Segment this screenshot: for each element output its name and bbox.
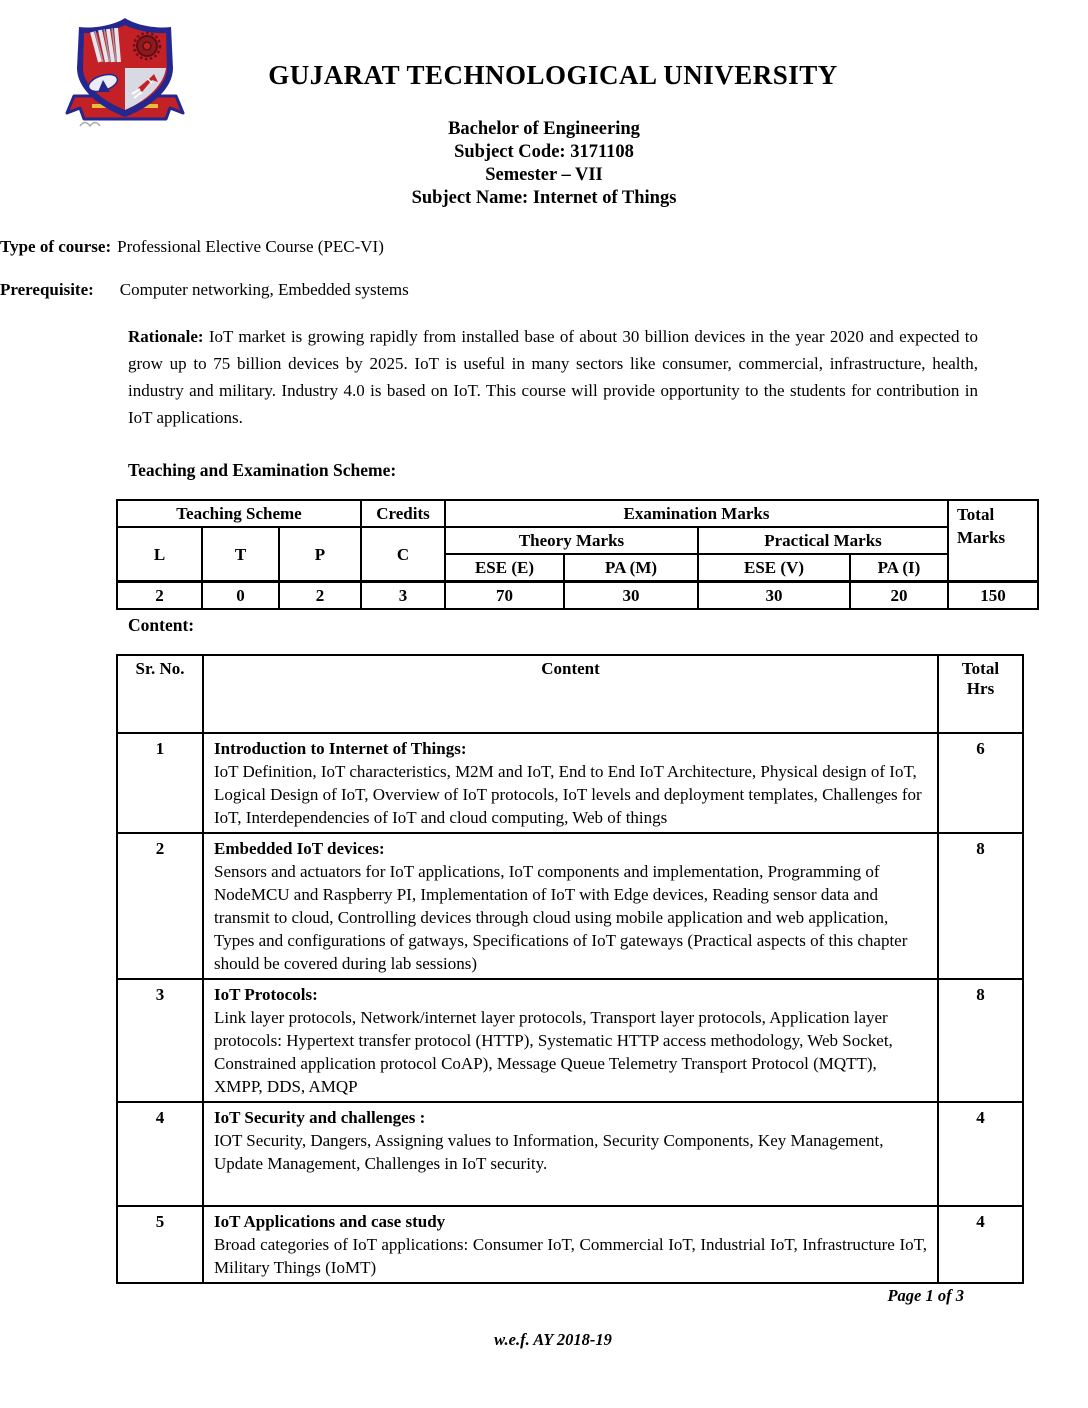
row-title: Embedded IoT devices: xyxy=(214,838,385,858)
scheme-header-practical-marks: Practical Marks xyxy=(698,527,948,554)
scheme-value-t: 0 xyxy=(202,582,279,610)
row-content-cell xyxy=(203,733,938,833)
prerequisite-line xyxy=(0,280,1088,300)
row-body: IOT Security, Dangers, Assigning values to Information, Security Components, Key Management, Update Management, Challenges in IoT security. xyxy=(214,1130,884,1173)
row-content-cell xyxy=(203,833,938,979)
scheme-values-row xyxy=(117,582,1038,610)
type-of-course-label: Type of course: xyxy=(0,237,112,256)
rationale-paragraph xyxy=(128,323,978,431)
scheme-value-pa-m: 30 xyxy=(564,582,698,610)
gtu-logo xyxy=(62,16,188,140)
content-section-label: Content: xyxy=(128,615,195,635)
prerequisite-label: Prerequisite: xyxy=(0,280,94,299)
content-row-2 xyxy=(117,833,1023,979)
row-content-cell xyxy=(203,979,938,1102)
content-header-total-hrs xyxy=(938,655,1023,733)
row-sr-no: 4 xyxy=(117,1102,203,1206)
row-sr-no: 5 xyxy=(117,1206,203,1283)
row-hours: 4 xyxy=(938,1102,1023,1206)
row-title: IoT Applications and case study xyxy=(214,1211,446,1231)
content-row-4 xyxy=(117,1102,1023,1206)
scheme-value-pa-i: 20 xyxy=(850,582,948,610)
rationale-value: IoT market is growing rapidly from installed base of about 30 billion devices in the year 2020 and expected to grow up to 75 billion devices by 2025. IoT is useful in many sectors like consumer, commercial, infrastructure, health, industry and military. Industry 4.0 is based on IoT. This course will provide opportunity to the students for contribution in IoT applications. xyxy=(128,327,979,427)
row-title: IoT Protocols: xyxy=(214,984,318,1004)
scheme-header-pa-m: PA (M) xyxy=(564,554,698,582)
university-title: GUJARAT TECHNOLOGICAL UNIVERSITY xyxy=(268,60,838,90)
row-body: IoT Definition, IoT characteristics, M2M and IoT, End to End IoT Architecture, Physical design of IoT, Logical Design of IoT, Overview of IoT protocols, IoT levels and deployment templates, Challenges for IoT, Interdependencies of IoT and cloud computing, Web of things xyxy=(214,761,922,827)
scheme-header-c: C xyxy=(361,527,445,582)
row-hours: 8 xyxy=(938,833,1023,979)
scheme-value-ese-e: 70 xyxy=(445,582,564,610)
row-title: IoT Security and challenges : xyxy=(214,1107,426,1127)
scheme-value-c: 3 xyxy=(361,582,445,610)
scheme-header-exam-marks: Examination Marks xyxy=(445,500,948,527)
row-sr-no: 3 xyxy=(117,979,203,1102)
page-number: Page 1 of 3 xyxy=(887,1285,964,1305)
content-row-3 xyxy=(117,979,1023,1102)
scheme-value-total: 150 xyxy=(948,582,1038,610)
scheme-header-t: T xyxy=(202,527,279,582)
degree-line: Bachelor of Engineering xyxy=(448,119,640,139)
scheme-heading: Teaching and Examination Scheme: xyxy=(128,460,397,480)
subject-code-line: Subject Code: 3171108 xyxy=(454,142,634,162)
row-title: Introduction to Internet of Things: xyxy=(214,738,467,758)
scheme-header-ese-v: ESE (V) xyxy=(698,554,850,582)
row-content-cell xyxy=(203,1206,938,1283)
type-of-course-value: Professional Elective Course (PEC-VI) xyxy=(117,237,384,256)
scheme-header-ese-e: ESE (E) xyxy=(445,554,564,582)
scheme-header-credits: Credits xyxy=(361,500,445,527)
content-header-hrs: Hrs xyxy=(966,678,995,698)
semester-line: Semester – VII xyxy=(485,165,603,185)
content-table xyxy=(116,654,1024,1284)
scheme-value-l: 2 xyxy=(117,582,202,610)
effective-date: w.e.f. AY 2018-19 xyxy=(494,1329,612,1349)
scheme-table xyxy=(116,499,1039,610)
content-table-header-row xyxy=(117,655,1023,733)
row-body: Sensors and actuators for IoT applications, IoT components and implementation, Programming of NodeMCU and Raspberry PI, Implementation of IoT with Edge devices, Reading sensor data and transmit to cloud, Controlling devices through cloud using mobile application and web application, Types and configurations of gatways, Specifications of IoT gateways (Practical aspects of this chapter should be covered during lab sessions) xyxy=(214,861,908,973)
content-row-5 xyxy=(117,1206,1023,1283)
scheme-value-p: 2 xyxy=(279,582,361,610)
scheme-header-p: P xyxy=(279,527,361,582)
scheme-value-ese-v: 30 xyxy=(698,582,850,610)
row-content-cell xyxy=(203,1102,938,1206)
prerequisite-value: Computer networking, Embedded systems xyxy=(119,280,409,299)
row-hours: 8 xyxy=(938,979,1023,1102)
row-body: Link layer protocols, Network/internet layer protocols, Transport layer protocols, Application layer protocols: Hypertext transfer protocol (HTTP), Systematic HTTP access methodology, Web Socket, Constrained application protocol CoAP), Message Queue Telemetry Transport Protocol (MQTT), XMPP, DDS, AMQP xyxy=(214,1007,893,1096)
content-header-content: Content xyxy=(203,655,938,733)
content-header-sr-no: Sr. No. xyxy=(117,655,203,733)
type-of-course-line xyxy=(0,237,1088,257)
rationale-label: Rationale: xyxy=(128,327,204,346)
row-sr-no: 2 xyxy=(117,833,203,979)
gtu-emblem-icon xyxy=(62,16,188,140)
scheme-header-pa-i: PA (I) xyxy=(850,554,948,582)
row-sr-no: 1 xyxy=(117,733,203,833)
row-body: Broad categories of IoT applications: Consumer IoT, Commercial IoT, Industrial IoT, Infrastructure IoT, Military Things (IoMT) xyxy=(214,1234,927,1277)
row-hours: 6 xyxy=(938,733,1023,833)
scheme-header-l: L xyxy=(117,527,202,582)
scheme-header-total-marks: Total Marks xyxy=(948,500,1038,582)
subject-name-line: Subject Name: Internet of Things xyxy=(411,188,677,208)
content-header-total: Total xyxy=(961,658,1000,678)
content-row-1 xyxy=(117,733,1023,833)
scheme-header-theory-marks: Theory Marks xyxy=(445,527,698,554)
scheme-header-teaching: Teaching Scheme xyxy=(117,500,361,527)
row-hours: 4 xyxy=(938,1206,1023,1283)
